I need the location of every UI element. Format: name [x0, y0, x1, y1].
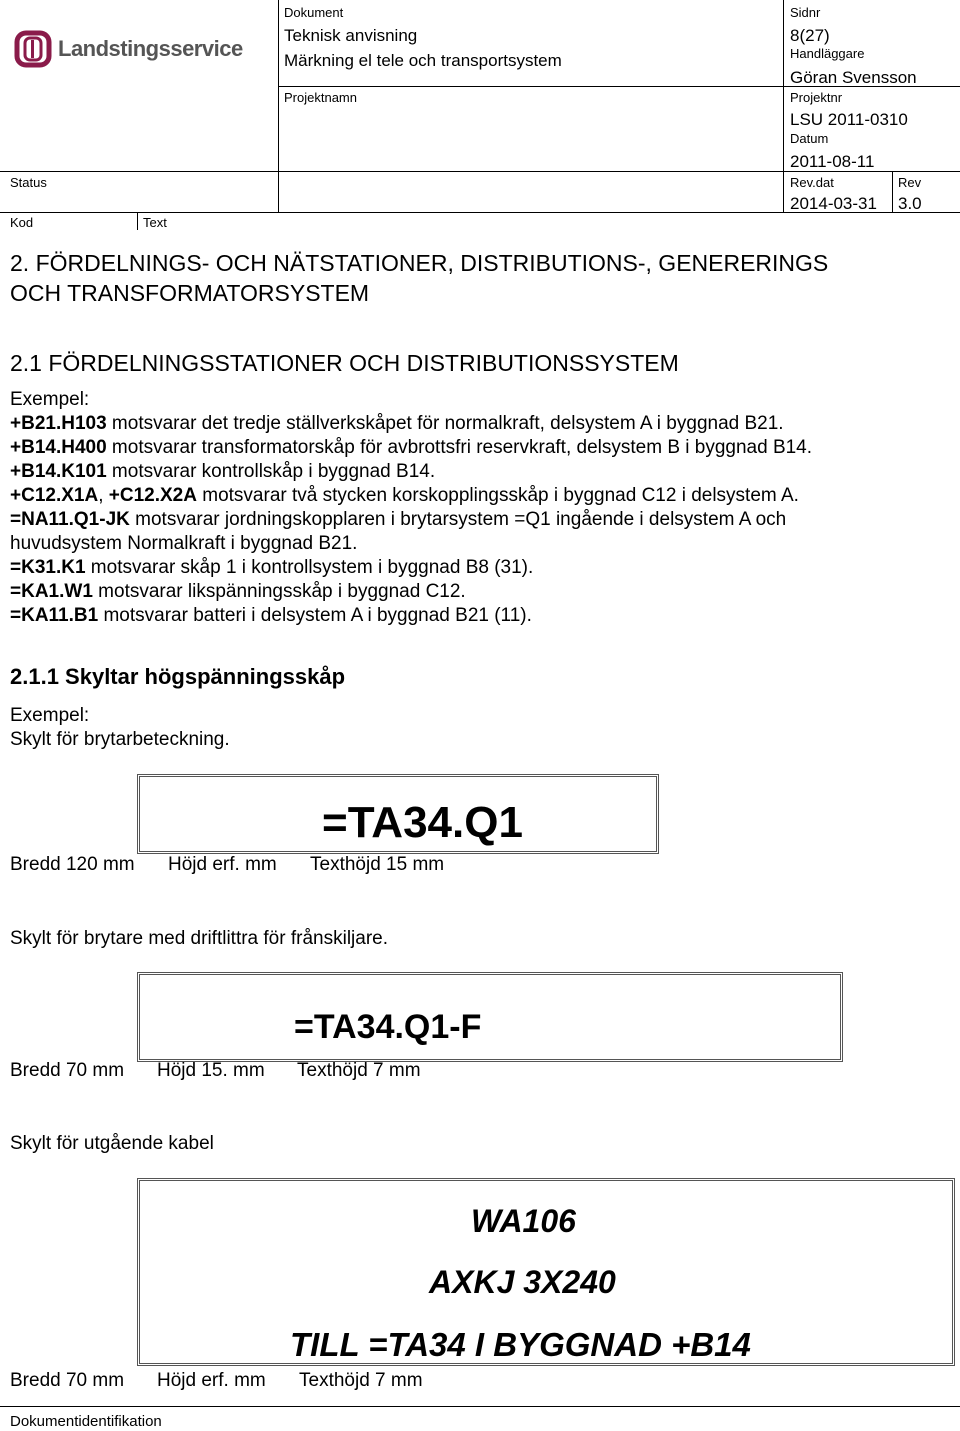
landstingsservice-logo-icon [14, 30, 52, 68]
sign-text: =TA34.Q1 [322, 798, 523, 847]
example-block [10, 388, 950, 628]
example-row: =KA1.W1 motsvarar likspänningsskåp i byggnad C12. [10, 581, 466, 602]
revdat-value: 2014-03-31 [790, 194, 877, 213]
rev-label: Rev [898, 175, 922, 190]
example-row: =NA11.Q1-JK motsvarar jordningskopplaren i brytarsystem =Q1 ingående i delsystem A och [10, 509, 787, 530]
example-row: =K31.K1 motsvarar skåp 1 i kontrollsystem i byggnad B8 (31). [10, 557, 534, 578]
sign-text: WA106 [471, 1203, 576, 1239]
hojd-label: Höjd erf. mm [157, 1370, 266, 1391]
logo-text: Landstingsservice [58, 36, 243, 61]
projektnr-value: LSU 2011-0310 [790, 110, 908, 129]
example-row: +B14.H400 motsvarar transformatorskåp för avbrottsfri reservkraft, delsystem B i byggnad B14. [10, 437, 813, 458]
kod-label: Kod [10, 215, 34, 230]
subsection-title: 2.1.1 Skyltar högspänningsskåp [10, 664, 346, 689]
example-row: huvudsystem Normalkraft i byggnad B21. [10, 533, 358, 554]
example-label: Exempel: [10, 389, 90, 410]
sign-text: AXKJ 3X240 [429, 1264, 616, 1300]
doc-id-label: Dokumentidentifikation [10, 1413, 162, 1430]
projektnr-label: Projektnr [790, 90, 843, 105]
sidnr-value: 8(27) [790, 26, 830, 45]
dokument-label: Dokument [284, 5, 344, 20]
sign-caption: Skylt för brytare med driftlittra för frånskiljare. [10, 928, 388, 949]
bredd-label: Bredd 120 mm [10, 854, 135, 875]
handlaggare-value: Göran Svensson [790, 68, 917, 87]
example-row: +B21.H103 motsvarar det tredje ställverkskåpet för normalkraft, delsystem A i byggnad B21. [10, 413, 784, 434]
sign-plate [137, 972, 843, 1062]
rev-value: 3.0 [898, 194, 922, 213]
texthojd-label: Texthöjd 15 mm [310, 854, 445, 875]
logo [14, 30, 243, 70]
dokument-line2: Märkning el tele och transportsystem [284, 51, 562, 70]
datum-value: 2011-08-11 [790, 152, 875, 171]
sign-caption: Skylt för utgående kabel [10, 1133, 214, 1154]
sign-caption: Skylt för brytarbeteckning. [10, 729, 230, 750]
heading-line1: 2. FÖRDELNINGS- OCH NÄTSTATIONER, DISTRIBUTIONS-, GENERERINGS [10, 250, 829, 276]
sign-text: TILL =TA34 I BYGGNAD +B14 [290, 1326, 751, 1363]
section-title: 2.1 FÖRDELNINGSSTATIONER OCH DISTRIBUTIONSSYSTEM [10, 350, 679, 376]
projektnamn-label: Projektnamn [284, 90, 357, 105]
example-row: =KA11.B1 motsvarar batteri i delsystem A i byggnad B21 (11). [10, 605, 532, 626]
main-heading [10, 248, 828, 308]
sidnr-label: Sidnr [790, 5, 821, 20]
subsection-example-label: Exempel: [10, 705, 90, 726]
text-label: Text [143, 215, 167, 230]
example-row: +C12.X1A, +C12.X2A motsvarar två stycken korskopplingsskåp i byggnad C12 i delsystem A. [10, 485, 799, 506]
datum-label: Datum [790, 131, 829, 146]
bredd-label: Bredd 70 mm [10, 1060, 125, 1081]
revdat-label: Rev.dat [790, 175, 834, 190]
hojd-label: Höjd 15. mm [157, 1060, 265, 1081]
sign-text: =TA34.Q1-F [294, 1008, 482, 1046]
status-label: Status [10, 175, 47, 190]
dokument-line1: Teknisk anvisning [284, 26, 418, 45]
texthojd-label: Texthöjd 7 mm [297, 1060, 421, 1081]
texthojd-label: Texthöjd 7 mm [299, 1370, 423, 1391]
heading-line2: OCH TRANSFORMATORSYSTEM [10, 280, 370, 306]
hojd-label: Höjd erf. mm [168, 854, 277, 875]
bredd-label: Bredd 70 mm [10, 1370, 125, 1391]
example-row: +B14.K101 motsvarar kontrollskåp i byggnad B14. [10, 461, 436, 482]
handlaggare-label: Handläggare [790, 46, 865, 61]
